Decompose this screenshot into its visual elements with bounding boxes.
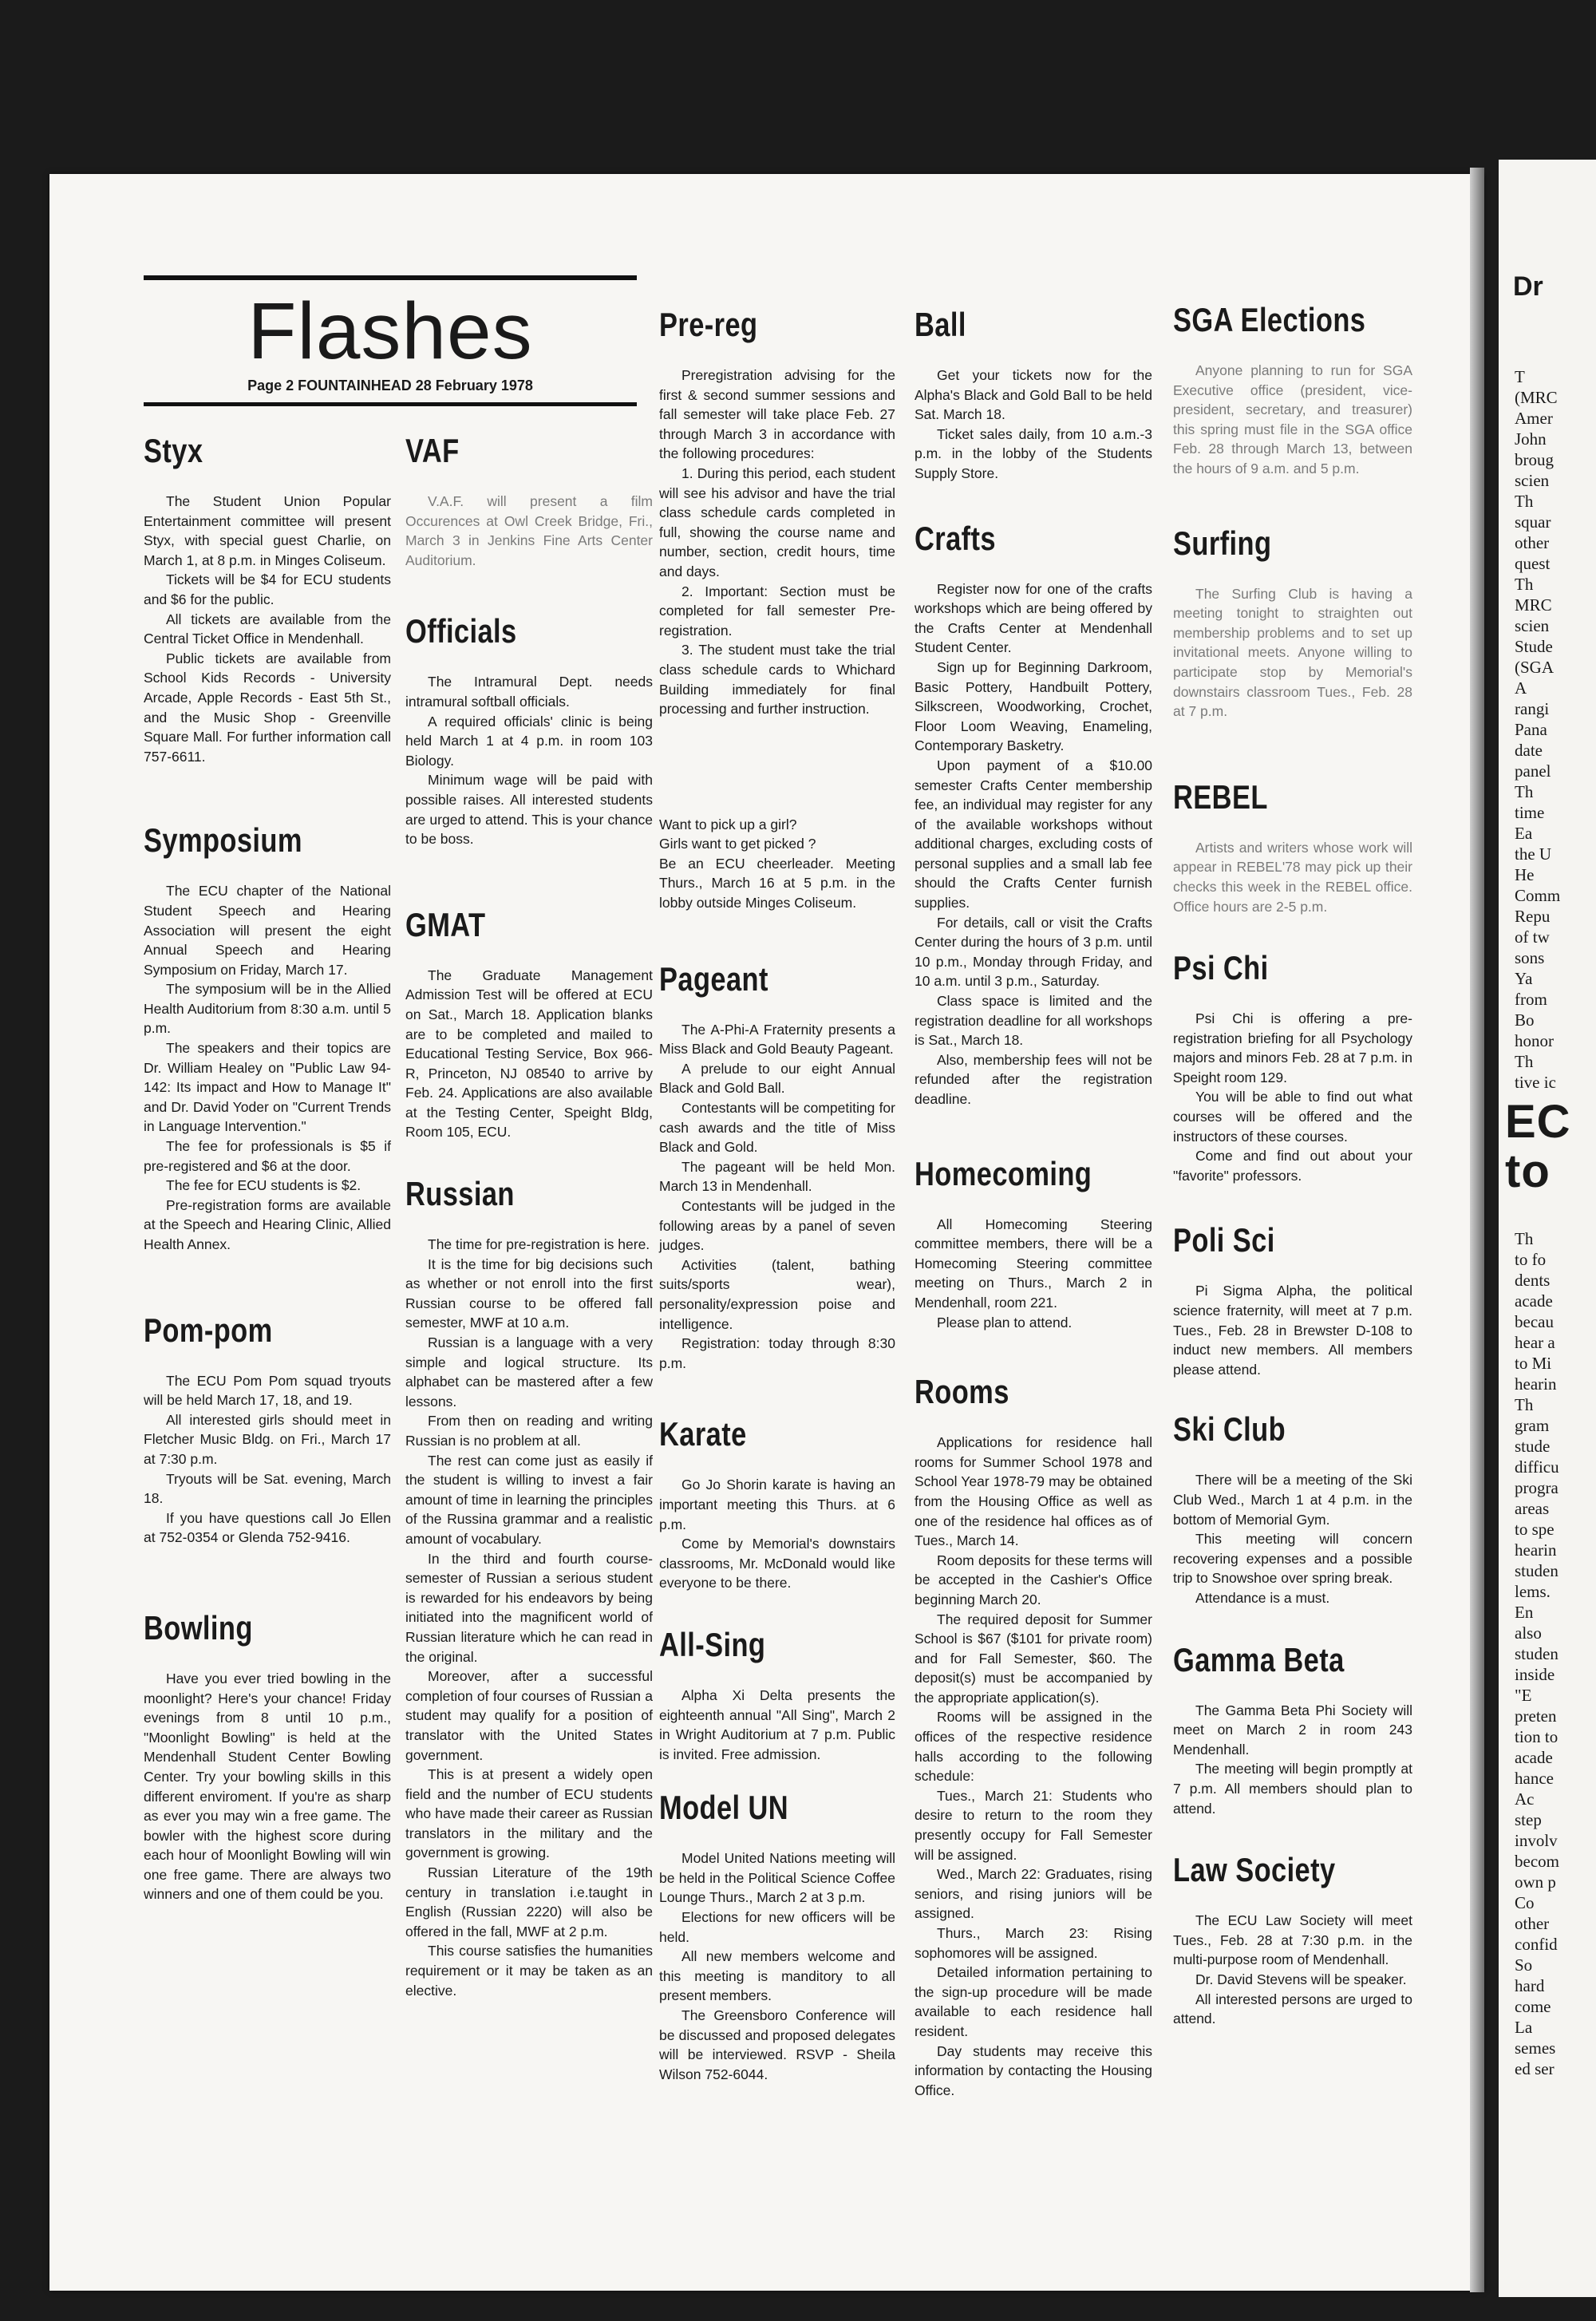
story-paragraph: Elections for new officers will be held. bbox=[659, 1909, 895, 1945]
adjacent-text-fragment: Th bbox=[1515, 575, 1534, 594]
story-karate bbox=[659, 1414, 895, 1625]
story-spacer bbox=[1173, 1818, 1412, 1850]
story-paragraph: Model United Nations meeting will be held in the Political Science Coffee Lounge Thurs., March 2 at 3 p.m. bbox=[659, 1850, 895, 1906]
story-paragraph: Activities (talent, bathing suits/sports wear), personality/expression poise and intelligence. bbox=[659, 1256, 895, 1332]
adjacent-headline-fragment: EC bbox=[1505, 1096, 1571, 1148]
story-spacer bbox=[1173, 479, 1412, 524]
adjacent-text-fragment: own p bbox=[1515, 1872, 1556, 1892]
column-5 bbox=[1173, 300, 1412, 2029]
story-paragraph: The ECU Law Society will meet Tues., Feb. 28 at 7:30 p.m. in the multi-purpose room of Mendenhall. bbox=[1173, 1912, 1412, 1968]
adjacent-text-fragment: MRC bbox=[1515, 595, 1552, 615]
story-paragraph: The required deposit for Summer School is $67 ($101 for private room) and for Fall Semester, $60. The deposit(s) must be accompanied by the appropriate application(s). bbox=[915, 1611, 1152, 1706]
story-paragraph: The Gamma Beta Phi Society will meet on March 2 in room 243 Mendenhall. bbox=[1173, 1702, 1412, 1758]
adjacent-text-fragment: Bo bbox=[1515, 1010, 1535, 1030]
adjacent-text-fragment: of tw bbox=[1515, 927, 1550, 947]
adjacent-text-fragment: quest bbox=[1515, 554, 1551, 573]
story-paragraph: The Student Union Popular Entertainment committee will present Styx, with special guest Charlie, on March 1, at 8 p.m. in Minges Coliseum. bbox=[144, 493, 391, 568]
adjacent-text-fragment: Pana bbox=[1515, 720, 1547, 739]
story-paragraph: Get your tickets now for the Alpha's Black and Gold Ball to be held Sat. March 18. bbox=[915, 367, 1152, 423]
story-paragraph: The Graduate Management Admission Test will be offered at ECU on Sat., March 18. Application blanks are to be completed and mailed to Educational Testing Service, Box 966-R, Princeton, NJ 08540 to arrive by Feb. 24. Applications are also available at the Testing Center, Speight Bldg, Room 105, ECU. bbox=[405, 967, 653, 1141]
story-ski-club bbox=[1173, 1410, 1412, 1639]
adjacent-text-fragment: to fo bbox=[1515, 1250, 1547, 1269]
adjacent-text-fragment: Th bbox=[1515, 1052, 1534, 1071]
adjacent-text-fragment: Th bbox=[1515, 1229, 1534, 1248]
story-paragraph: Class space is limited and the registration deadline for all workshops is Sat., March 18. bbox=[915, 993, 1152, 1049]
story-pom-pom bbox=[144, 1311, 391, 1608]
story-paragraph: Pi Sigma Alpha, the political science fraternity, will meet at 7 p.m. Tues., Feb. 28 in Brewster D-108 to induct new members. All members please attend. bbox=[1173, 1283, 1412, 1378]
story-paragraph: The Greensboro Conference will be discussed and proposed delegates will be interviewed. RSVP - Sheila Wilson 752-6044. bbox=[659, 2007, 895, 2082]
story-headline: Crafts bbox=[915, 519, 996, 557]
adjacent-text-fragment: rangi bbox=[1515, 699, 1550, 718]
story-paragraph: Also, membership fees will not be refunded after the registration deadline. bbox=[915, 1051, 1152, 1107]
adjacent-text-a bbox=[1499, 366, 1596, 1093]
adjacent-text-fragment: Stude bbox=[1515, 637, 1553, 656]
adjacent-text-fragment: En bbox=[1515, 1603, 1534, 1622]
story-paragraph: Be an ECU cheerleader. Meeting Thurs., March 16 at 5 p.m. in the lobby outside Minges Coliseum. bbox=[659, 855, 895, 911]
adjacent-text-fragment: Th bbox=[1515, 492, 1534, 511]
story-model-un bbox=[659, 1788, 895, 2084]
adjacent-text-fragment: studen bbox=[1515, 1561, 1558, 1580]
story-paragraph: It is the time for big decisions such as whether or not enroll into the first Russian course to be offered fall semester, MWF at 10 a.m. bbox=[405, 1255, 653, 1331]
adjacent-text-fragment: hance bbox=[1515, 1769, 1554, 1788]
column-2 bbox=[405, 431, 653, 2000]
adjacent-text-fragment: tion to bbox=[1515, 1727, 1558, 1746]
adjacent-text-fragment: becau bbox=[1515, 1312, 1554, 1331]
story-russian bbox=[405, 1174, 653, 2000]
story-paragraph: A prelude to our eight Annual Black and Gold Ball. bbox=[659, 1060, 895, 1097]
story-headline: Rooms bbox=[915, 1373, 1009, 1411]
story-homecoming bbox=[915, 1154, 1152, 1373]
adjacent-text-fragment: squar bbox=[1515, 512, 1551, 532]
adjacent-text-fragment: confid bbox=[1515, 1935, 1558, 1954]
story-paragraph: Sign up for Beginning Darkroom, Basic Pottery, Handbuilt Pottery, Silkscreen, Woodworking, Crochet, Floor Loom Weaving, Enameling, Contemporary Basketry. bbox=[915, 658, 1152, 754]
story-psi-chi bbox=[1173, 948, 1412, 1220]
adjacent-text-fragment: La bbox=[1515, 2018, 1533, 2037]
story-paragraph: Day students may receive this information by contacting the Housing Office. bbox=[915, 2042, 1152, 2098]
story-symposium bbox=[144, 820, 391, 1310]
story-headline: Ski Club bbox=[1173, 1410, 1286, 1449]
story-paragraph: Minimum wage will be paid with possible raises. All interested students are urged to attend. This is your chance to be boss. bbox=[405, 772, 653, 848]
story-paragraph: Public tickets are available from School Kids Records - University Arcade, Apple Records - East 5th St., and the Music Shop - Greenville Square Mall. For further information call 757-6611. bbox=[144, 650, 391, 765]
story-spacer bbox=[659, 719, 895, 815]
story-paragraph: Alpha Xi Delta presents the eighteenth annual "All Sing", March 2 in Wright Auditorium at 7 p.m. Public is invited. Free admission. bbox=[659, 1686, 895, 1762]
story-paragraph: For details, call or visit the Crafts Center during the hours of 3 p.m. until 10 p.m., Monday through Friday, and 10 a.m. until 3 p.m., Saturday. bbox=[915, 914, 1152, 990]
adjacent-text-fragment: ed ser bbox=[1515, 2059, 1555, 2078]
story-paragraph: Registration: today through 8:30 p.m. bbox=[659, 1335, 895, 1371]
adjacent-text-fragment: stude bbox=[1515, 1437, 1551, 1456]
adjacent-text-fragment: other bbox=[1515, 533, 1550, 552]
story-paragraph: Come and find out about your "favorite" professors. bbox=[1173, 1148, 1412, 1184]
story-headline: SGA Elections bbox=[1173, 301, 1366, 338]
story-spacer bbox=[144, 766, 391, 820]
story-paragraph: Upon payment of a $10.00 semester Crafts Center membership fee, an individual may register for any of the available workshops without additional charges, excluding costs of personal supplies and a small lab fee should the Crafts Center furnish supplies. bbox=[915, 757, 1152, 911]
adjacent-text-fragment: "E bbox=[1515, 1686, 1532, 1705]
story-bowling bbox=[144, 1608, 391, 1904]
story-surfing bbox=[1173, 524, 1412, 777]
story-headline: Pageant bbox=[659, 959, 768, 998]
adjacent-text-fragment: scien bbox=[1515, 471, 1550, 490]
story-paragraph: The Surfing Club is having a meeting tonight to straighten out membership problems and to set up invitational meets. Anyone willing to participate stop by Memorial's downstairs classroom Tues., Feb. 28 at 7 p.m. bbox=[1173, 585, 1412, 720]
story-paragraph: Rooms will be assigned in the offices of the respective residence halls according to the following schedule: bbox=[915, 1709, 1152, 1785]
adjacent-text-fragment: becom bbox=[1515, 1852, 1559, 1871]
story-headline: Poli Sci bbox=[1173, 1221, 1275, 1259]
story-paragraph: Tickets will be $4 for ECU students and $6 for the public. bbox=[144, 571, 391, 607]
story-gamma-beta bbox=[1173, 1640, 1412, 1851]
column-1 bbox=[144, 431, 391, 1904]
story-paragraph: Come by Memorial's downstairs classrooms, Mr. McDonald would like everyone to be there. bbox=[659, 1536, 895, 1591]
story-pageant bbox=[659, 959, 895, 1415]
page-dateline: Page 2 FOUNTAINHEAD 28 February 1978 bbox=[247, 378, 533, 393]
story-spacer bbox=[405, 1142, 653, 1174]
adjacent-text-fragment: hearin bbox=[1515, 1540, 1557, 1560]
story-paragraph: From then on reading and writing Russian is no problem at all. bbox=[405, 1413, 653, 1449]
story-paragraph: Room deposits for these terms will be accepted in the Cashier's Office beginning March 20. bbox=[915, 1552, 1152, 1607]
adjacent-text-fragment: gram bbox=[1515, 1416, 1550, 1435]
story-paragraph: 1. During this period, each student will see his advisor and have the trial class schedule cards completed in full, showing the course name and number, section, credit hours, time and days. bbox=[659, 465, 895, 579]
column-3 bbox=[659, 305, 895, 2084]
adjacent-text-fragment: sons bbox=[1515, 948, 1545, 967]
story-paragraph: Please plan to attend. bbox=[937, 1314, 1073, 1331]
story-headline: REBEL bbox=[1173, 777, 1268, 816]
adjacent-text-fragment: Amer bbox=[1515, 409, 1553, 428]
story-paragraph: In the third and fourth course-semester of Russian a serious student is rewarded for his endeavors by being initiated into the magnificent world of Russian literature which he can read in the original. bbox=[405, 1550, 653, 1665]
story-headline: Russian bbox=[405, 1175, 515, 1213]
story-paragraph: Artists and writers whose work will appear in REBEL'78 may pick up their checks this week in the REBEL office. Office hours are 2-5 p.m. bbox=[1173, 839, 1412, 915]
adjacent-text-fragment: Co bbox=[1515, 1893, 1535, 1912]
story-paragraph: The Intramural Dept. needs intramural softball officials. bbox=[405, 674, 653, 710]
story-paragraph: Dr. David Stevens will be speaker. bbox=[1195, 1971, 1407, 1987]
story-paragraph: Applications for residence hall rooms for Summer School 1978 and School Year 1978-79 may be obtained from the Housing Office as well as one of the residence hal offices as of Tues., March 14. bbox=[915, 1434, 1152, 1549]
story-paragraph: Preregistration advising for the first & second summer sessions and fall semester will take place Feb. 27 through March 3 in accordance with the following procedures: bbox=[659, 367, 895, 462]
adjacent-text-fragment: (SGA bbox=[1515, 658, 1555, 677]
story-ball bbox=[915, 305, 1152, 519]
story-paragraph: The speakers and their topics are Dr. William Healey on "Public Law 94-142: Its impact and How to Manage It" and Dr. David Yoder on "Current Trends in Language Intervention." bbox=[144, 1040, 391, 1135]
story-spacer bbox=[1173, 722, 1412, 777]
story-headline: Karate bbox=[659, 1415, 747, 1453]
story-paragraph: Moreover, after a successful completion of four courses of Russian a student may qualify for a position of translator with the United States government. bbox=[405, 1668, 653, 1763]
story-paragraph: V.A.F. will present a film Occurences at Owl Creek Bridge, Fri., March 3 in Jenkins Fine Arts Center Auditorium. bbox=[405, 493, 653, 568]
adjacent-text-fragment: He bbox=[1515, 865, 1535, 884]
story-paragraph: Psi Chi is offering a pre-registration briefing for all Psychology majors and minors Feb. 28 at 7 p.m. in Speight room 129. bbox=[1173, 1010, 1412, 1085]
adjacent-text-fragment: Th bbox=[1515, 1395, 1534, 1414]
story-paragraph: The time for pre-registration is here. bbox=[428, 1236, 650, 1253]
story-paragraph: This course satisfies the humanities requirement or it may be taken as an elective. bbox=[405, 1943, 653, 1999]
story-headline: Psi Chi bbox=[1173, 949, 1269, 987]
story-gmat bbox=[405, 905, 653, 1174]
adjacent-text-fragment: acade bbox=[1515, 1748, 1553, 1767]
story-spacer bbox=[659, 1593, 895, 1625]
story-paragraph: All interested persons are urged to attend. bbox=[1173, 1991, 1412, 2027]
adjacent-text-fragment: broug bbox=[1515, 450, 1554, 469]
story-paragraph: Attendance is a must. bbox=[1195, 1589, 1330, 1606]
story-spacer bbox=[915, 1332, 1152, 1372]
story-paragraph: All tickets are available from the Central Ticket Office in Mendenhall. bbox=[144, 611, 391, 647]
adjacent-text-fragment: dents bbox=[1515, 1271, 1551, 1290]
adjacent-text-fragment: other bbox=[1515, 1914, 1550, 1933]
story-spacer bbox=[144, 1255, 391, 1311]
adjacent-text-fragment: scien bbox=[1515, 616, 1550, 635]
adjacent-text-fragment: semes bbox=[1515, 2038, 1556, 2058]
story-headline: Law Society bbox=[1173, 1851, 1336, 1889]
adjacent-headline-fragment: to bbox=[1505, 1145, 1551, 1197]
adjacent-text-fragment: John bbox=[1515, 429, 1547, 449]
adjacent-text-fragment: hear a bbox=[1515, 1333, 1555, 1352]
adjacent-headline: Dr bbox=[1513, 271, 1543, 302]
story-paragraph: Want to pick up a girl? bbox=[659, 816, 797, 832]
adjacent-text-fragment: the U bbox=[1515, 844, 1552, 864]
story-paragraph: Contestants will be judged in the following areas by a panel of seven judges. bbox=[659, 1198, 895, 1254]
adjacent-text-fragment: tive ic bbox=[1515, 1073, 1556, 1092]
story-headline: Pom-pom bbox=[144, 1311, 273, 1349]
story-paragraph: Register now for one of the crafts workshops which are being offered by the Crafts Center at Mendenhall Student Center. bbox=[915, 580, 1152, 656]
story-spacer bbox=[144, 1548, 391, 1608]
story-paragraph: A required officials' clinic is being held March 1 at 4 p.m. in room 103 Biology. bbox=[405, 713, 653, 769]
story-paragraph: Wed., March 22: Graduates, rising seniors, and rising juniors will be assigned. bbox=[915, 1866, 1152, 1922]
story-headline: Model UN bbox=[659, 1789, 789, 1827]
story-spacer bbox=[659, 1373, 895, 1414]
story-sga-elections bbox=[1173, 300, 1412, 524]
story-paragraph: Tryouts will be Sat. evening, March 18. bbox=[144, 1470, 391, 1507]
story-paragraph: The meeting will begin promptly at 7 p.m. All members should plan to attend. bbox=[1173, 1761, 1412, 1817]
story-headline: Bowling bbox=[144, 1608, 253, 1647]
adjacent-text-fragment: progra bbox=[1515, 1478, 1558, 1497]
story-rebel bbox=[1173, 777, 1412, 948]
story-paragraph: If you have questions call Jo Ellen at 752-0354 or Glenda 752-9416. bbox=[144, 1509, 391, 1546]
masthead bbox=[144, 275, 637, 406]
adjacent-headline-large bbox=[1499, 1097, 1596, 1196]
story-paragraph: All Homecoming Steering committee members, there will be a Homecoming Steering committee meeting on Thurs., March 2 in Mendenhall, room 221. bbox=[915, 1216, 1152, 1311]
story-spacer bbox=[405, 849, 653, 905]
story-headline: Officials bbox=[405, 612, 517, 650]
story-headline: Ball bbox=[915, 306, 966, 343]
adjacent-text-fragment: Comm bbox=[1515, 886, 1561, 905]
adjacent-text-fragment: preten bbox=[1515, 1706, 1557, 1726]
adjacent-text-fragment: difficu bbox=[1515, 1457, 1559, 1477]
adjacent-text-fragment: from bbox=[1515, 990, 1547, 1009]
story-headline: GMAT bbox=[405, 905, 486, 943]
story-headline: Surfing bbox=[1173, 524, 1272, 562]
story-paragraph: Girls want to get picked ? bbox=[659, 836, 816, 852]
adjacent-text-fragment: Th bbox=[1515, 782, 1534, 801]
story-crafts bbox=[915, 519, 1152, 1154]
story-headline: VAF bbox=[405, 432, 460, 469]
story-spacer bbox=[1173, 916, 1412, 948]
story-paragraph: The ECU chapter of the National Student Speech and Hearing Association will present the eight Annual Speech and Hearing Symposium on Friday, March 17. bbox=[144, 883, 391, 978]
story-spacer bbox=[915, 1109, 1152, 1154]
adjacent-text-fragment: come bbox=[1515, 1997, 1551, 2016]
adjacent-text-fragment: to Mi bbox=[1515, 1354, 1552, 1373]
adjacent-text-fragment: to spe bbox=[1515, 1520, 1555, 1539]
story-paragraph: Anyone planning to run for SGA Executive office (president, vice-president, secretary, and treasurer) this spring must file in the SGA office Feb. 28 through March 13, between the hours of 9 a.m. and 5 p.m. bbox=[1173, 362, 1412, 476]
story-officials bbox=[405, 611, 653, 904]
story-headline: Symposium bbox=[144, 821, 302, 860]
adjacent-text-fragment: date bbox=[1515, 741, 1543, 760]
story-paragraph: This meeting will concern recovering expenses and a possible trip to Snowshoe over spring break. bbox=[1173, 1531, 1412, 1587]
masthead-rule-bottom bbox=[144, 402, 637, 406]
story-paragraph: Russian is a language with a very simple and logical structure. Its alphabet can be mastered after a few lessons. bbox=[405, 1334, 653, 1410]
story-spacer bbox=[405, 570, 653, 611]
story-headline: All-Sing bbox=[659, 1625, 766, 1663]
adjacent-text-fragment: So bbox=[1515, 1955, 1533, 1975]
story-paragraph: All new members welcome and this meeting is manditory to all present members. bbox=[659, 1948, 895, 2004]
story-paragraph: Pre-registration forms are available at the Speech and Hearing Clinic, Allied Health Annex. bbox=[144, 1196, 391, 1252]
story-paragraph: You will be able to find out what courses will be offered and the instructors of these courses. bbox=[1173, 1089, 1412, 1145]
story-paragraph: Thurs., March 23: Rising sophomores will be assigned. bbox=[915, 1925, 1152, 1961]
adjacent-text-fragment: honor bbox=[1515, 1031, 1554, 1050]
adjacent-text-fragment: panel bbox=[1515, 761, 1551, 781]
story-law-society bbox=[1173, 1850, 1412, 2029]
adjacent-text-fragment: lems. bbox=[1515, 1582, 1551, 1601]
story-paragraph: Detailed information pertaining to the sign-up procedure will be made available to each residence hall resident. bbox=[915, 1964, 1152, 2039]
story-headline: Pre-reg bbox=[659, 306, 758, 343]
story-paragraph: Russian Literature of the 19th century in translation i.e.taught in English (Russian 2220) will also be offered in the fall, MWF at 2 p.m. bbox=[405, 1864, 653, 1939]
story-paragraph: The rest can come just as easily if the student is willing to invest a fair amount of time in learning the principles of the Russina grammar and a realistic amount of vocabulary. bbox=[405, 1452, 653, 1547]
adjacent-text-fragment: hard bbox=[1515, 1976, 1545, 1995]
adjacent-text-fragment: time bbox=[1515, 803, 1545, 822]
column-4 bbox=[915, 305, 1152, 2100]
story-paragraph: 2. Important: Section must be completed for fall semester Pre-registration. bbox=[659, 583, 895, 639]
adjacent-text-fragment: T bbox=[1515, 367, 1525, 386]
story-spacer bbox=[1173, 1185, 1412, 1220]
story-paragraph: The ECU Pom Pom squad tryouts will be held March 17, 18, and 19. bbox=[144, 1372, 391, 1409]
story-paragraph: The fee for ECU students is $2. bbox=[166, 1177, 361, 1194]
story-poli-sci bbox=[1173, 1220, 1412, 1410]
masthead-rule-top bbox=[144, 275, 637, 280]
adjacent-text-fragment: acade bbox=[1515, 1291, 1553, 1311]
adjacent-page bbox=[1499, 160, 1596, 2297]
story-spacer bbox=[915, 484, 1152, 519]
story-all-sing bbox=[659, 1625, 895, 1788]
story-headline: Gamma Beta bbox=[1173, 1640, 1345, 1678]
adjacent-text-fragment: areas bbox=[1515, 1499, 1550, 1518]
story-pre-reg bbox=[659, 305, 895, 815]
story-spacer bbox=[1173, 1379, 1412, 1410]
story-paragraph: There will be a meeting of the Ski Club Wed., March 1 at 4 p.m. in the bottom of Memorial Gym. bbox=[1173, 1472, 1412, 1528]
story-spacer bbox=[1173, 1608, 1412, 1640]
adjacent-text-fragment: Ya bbox=[1515, 969, 1533, 988]
page-gutter-shadow bbox=[1470, 168, 1484, 2292]
adjacent-text-fragment: involv bbox=[1515, 1831, 1558, 1850]
adjacent-text-fragment: Ea bbox=[1515, 824, 1533, 843]
story-paragraph: Ticket sales daily, from 10 a.m.-3 p.m. in the lobby of the Students Supply Store. bbox=[915, 425, 1152, 481]
page-title: Flashes bbox=[247, 287, 533, 376]
story-paragraph: The A-Phi-A Fraternity presents a Miss Black and Gold Beauty Pageant. bbox=[659, 1021, 895, 1058]
story-vaf bbox=[405, 431, 653, 611]
adjacent-text-b bbox=[1499, 1228, 1596, 2079]
story-paragraph: The pageant will be held Mon. March 13 in Mendenhall. bbox=[659, 1158, 895, 1195]
adjacent-text-fragment: Repu bbox=[1515, 907, 1551, 926]
story-paragraph: Contestants will be competiting for cash awards and the title of Miss Black and Gold. bbox=[659, 1100, 895, 1156]
story-headline: Styx bbox=[144, 432, 203, 469]
adjacent-text-fragment: A bbox=[1515, 678, 1527, 698]
adjacent-text-fragment: step bbox=[1515, 1810, 1542, 1829]
story-notice bbox=[659, 815, 895, 959]
adjacent-text-fragment: studen bbox=[1515, 1644, 1558, 1663]
story-headline: Homecoming bbox=[915, 1154, 1092, 1192]
story-rooms bbox=[915, 1372, 1152, 2100]
adjacent-text-fragment: inside bbox=[1515, 1665, 1555, 1684]
story-spacer bbox=[659, 1764, 895, 1788]
story-paragraph: Have you ever tried bowling in the moonlight? Here's your chance! Friday evenings from 8 until 10 p.m., "Moonlight Bowling" is held at the Mendenhall Student Center Bowling Center. Try your bowling skills in this different enviroment. If you're as sharp as ever you may win a free game. The bowler with the highest score during each hour of Moonlight Bowling will win one free game. There are always two winners and one of them could be you. bbox=[144, 1670, 391, 1903]
story-paragraph: All interested girls should meet in Fletcher Music Bldg. on Fri., March 17 at 7:30 p.m. bbox=[144, 1411, 391, 1467]
story-paragraph: The symposium will be in the Allied Health Auditorium from 8:30 a.m. until 5 p.m. bbox=[144, 981, 391, 1037]
story-styx bbox=[144, 431, 391, 820]
adjacent-text-fragment: hearin bbox=[1515, 1374, 1557, 1394]
adjacent-text-fragment: Ac bbox=[1515, 1789, 1535, 1809]
story-paragraph: 3. The student must take the trial class schedule cards to Whichard Building immediately for final processing and further instruction. bbox=[659, 642, 895, 718]
story-spacer bbox=[659, 913, 895, 959]
adjacent-text-fragment: also bbox=[1515, 1623, 1542, 1643]
story-paragraph: The fee for professionals is $5 if pre-registered and $6 at the door. bbox=[144, 1138, 391, 1174]
story-paragraph: This is at present a widely open field and the number of ECU students who have made their career as Russian translators in the military and the government is growing. bbox=[405, 1766, 653, 1861]
adjacent-text-fragment: (MRC bbox=[1515, 388, 1558, 407]
story-paragraph: Go Jo Shorin karate is having an important meeting this Thurs. at 6 p.m. bbox=[659, 1477, 895, 1532]
story-paragraph: Tues., March 21: Students who desire to return to the room they presently occupy for Fall Semester will be assigned. bbox=[915, 1787, 1152, 1863]
